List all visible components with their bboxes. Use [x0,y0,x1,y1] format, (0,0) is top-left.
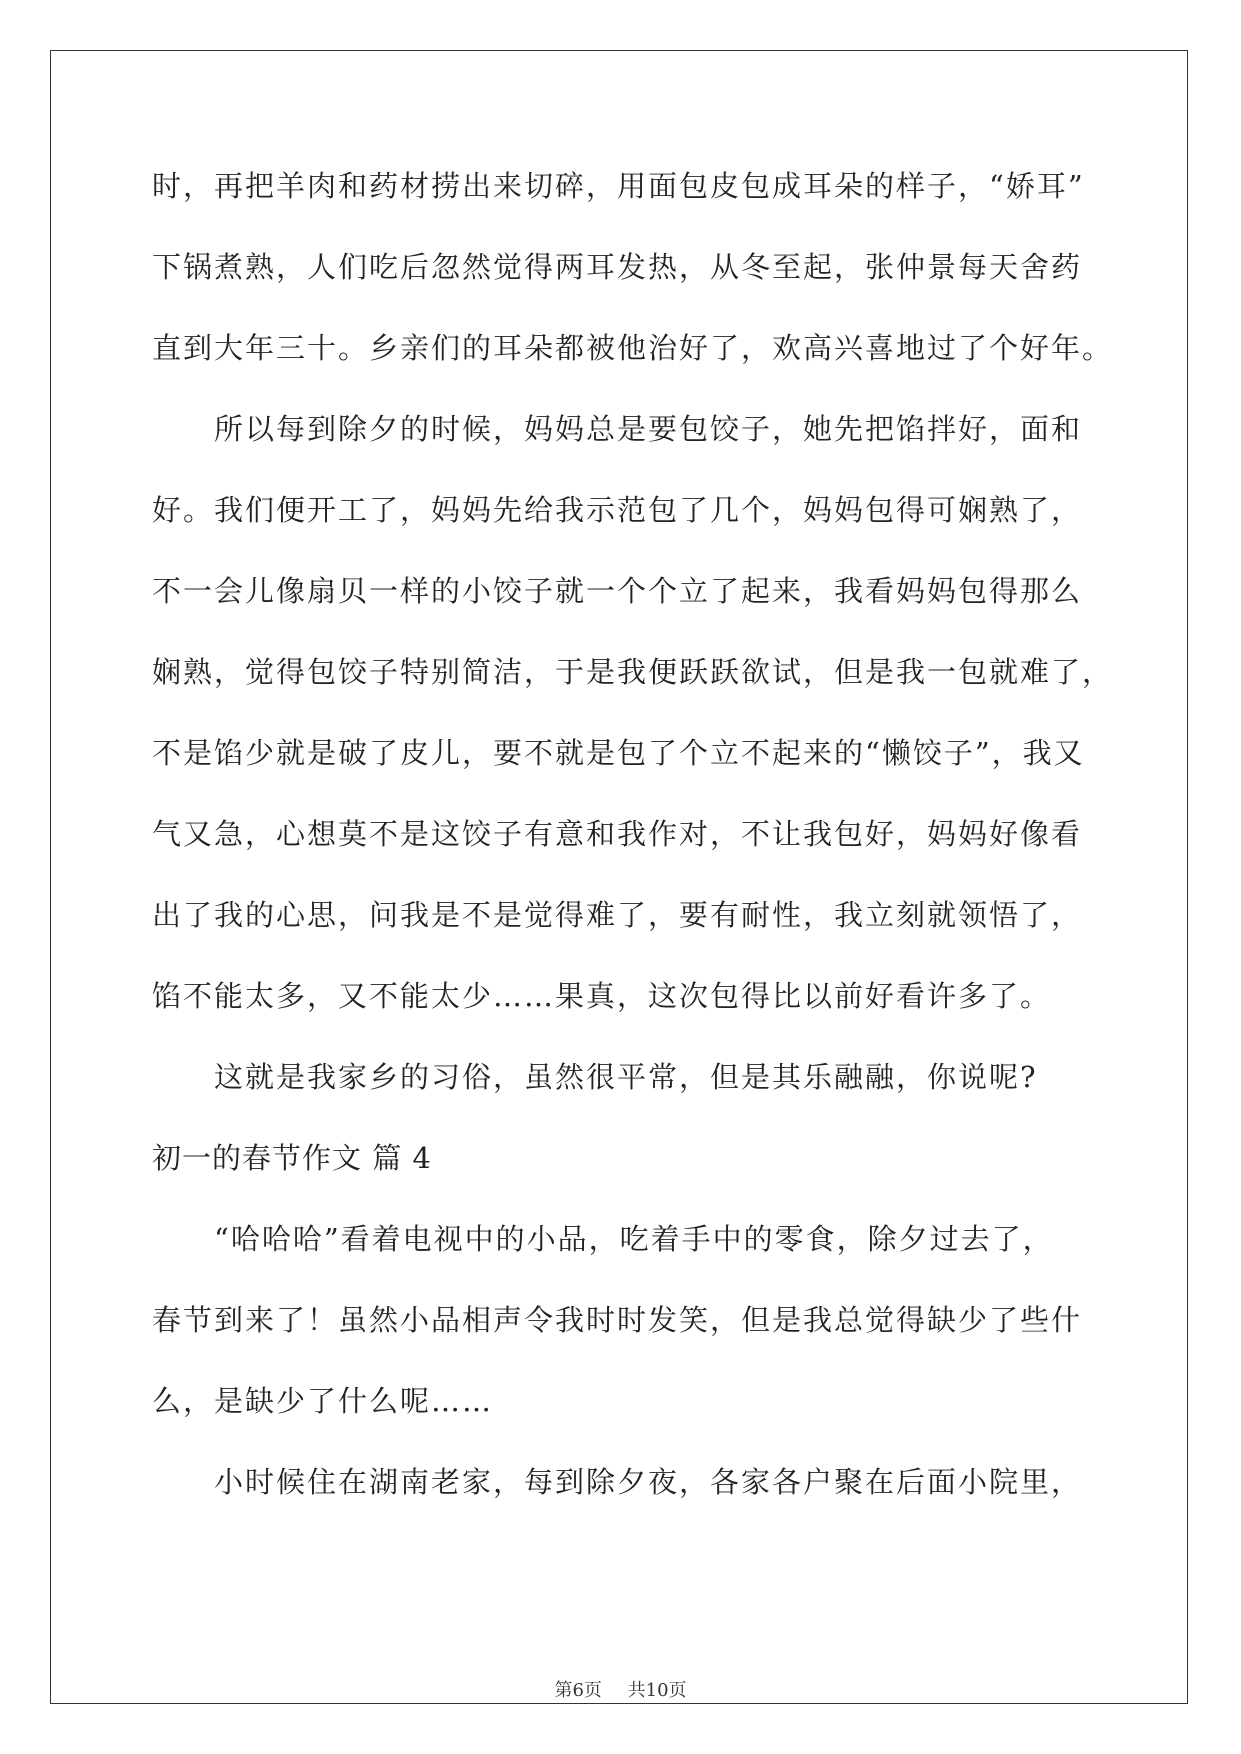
text-line-5: 好。我们便开工了，妈妈先给我示范包了几个，妈妈包得可娴熟了， [152,493,1083,527]
text-line-6: 不一会儿像扇贝一样的小饺子就一个个立了起来，我看妈妈包得那么 [152,574,1083,608]
document-body [152,160,1114,1537]
text-line-7: 娴熟，觉得包饺子特别简洁，于是我便跃跃欲试，但是我一包就难了， [152,655,1114,689]
text-line-9: 气又急，心想莫不是这饺子有意和我作对，不让我包好，妈妈好像看 [152,817,1083,851]
text-line-2: 下锅煮熟，人们吃后忽然觉得两耳发热，从冬至起，张仲景每天舍药 [152,250,1083,284]
text-line-12: 这就是我家乡的习俗，虽然很平常，但是其乐融融，你说呢? [214,1060,1038,1094]
text-line-14: “哈哈哈”看着电视中的小品，吃着手中的零食，除夕过去了， [214,1222,1054,1256]
text-line-10: 出了我的心思，问我是不是觉得难了，要有耐性，我立刻就领悟了， [152,898,1083,932]
text-line-16: 么，是缺少了什么呢…… [152,1384,494,1418]
text-line-3: 直到大年三十。乡亲们的耳朵都被他治好了，欢高兴喜地过了个好年。 [152,331,1114,365]
page-number-total: 共10页 [627,1680,687,1701]
text-line-4: 所以每到除夕的时候，妈妈总是要包饺子，她先把馅拌好，面和 [214,412,1083,446]
text-line-15: 春节到来了！虽然小品相声令我时时发笑，但是我总觉得缺少了些什 [152,1303,1083,1337]
text-line-8: 不是馅少就是破了皮儿，要不就是包了个立不起来的“懒饺子”，我又 [152,736,1085,770]
text-line-1: 时，再把羊肉和药材捞出来切碎，用面包皮包成耳朵的样子，“娇耳” [152,169,1085,203]
page-number-current: 第6页 [554,1680,602,1701]
section-heading: 初一的春节作文 篇 4 [152,1141,432,1175]
page-footer [0,1676,1241,1702]
text-line-11: 馅不能太多，又不能太少……果真，这次包得比以前好看许多了。 [152,979,1052,1013]
text-line-17: 小时候住在湖南老家，每到除夕夜，各家各户聚在后面小院里， [214,1465,1083,1499]
